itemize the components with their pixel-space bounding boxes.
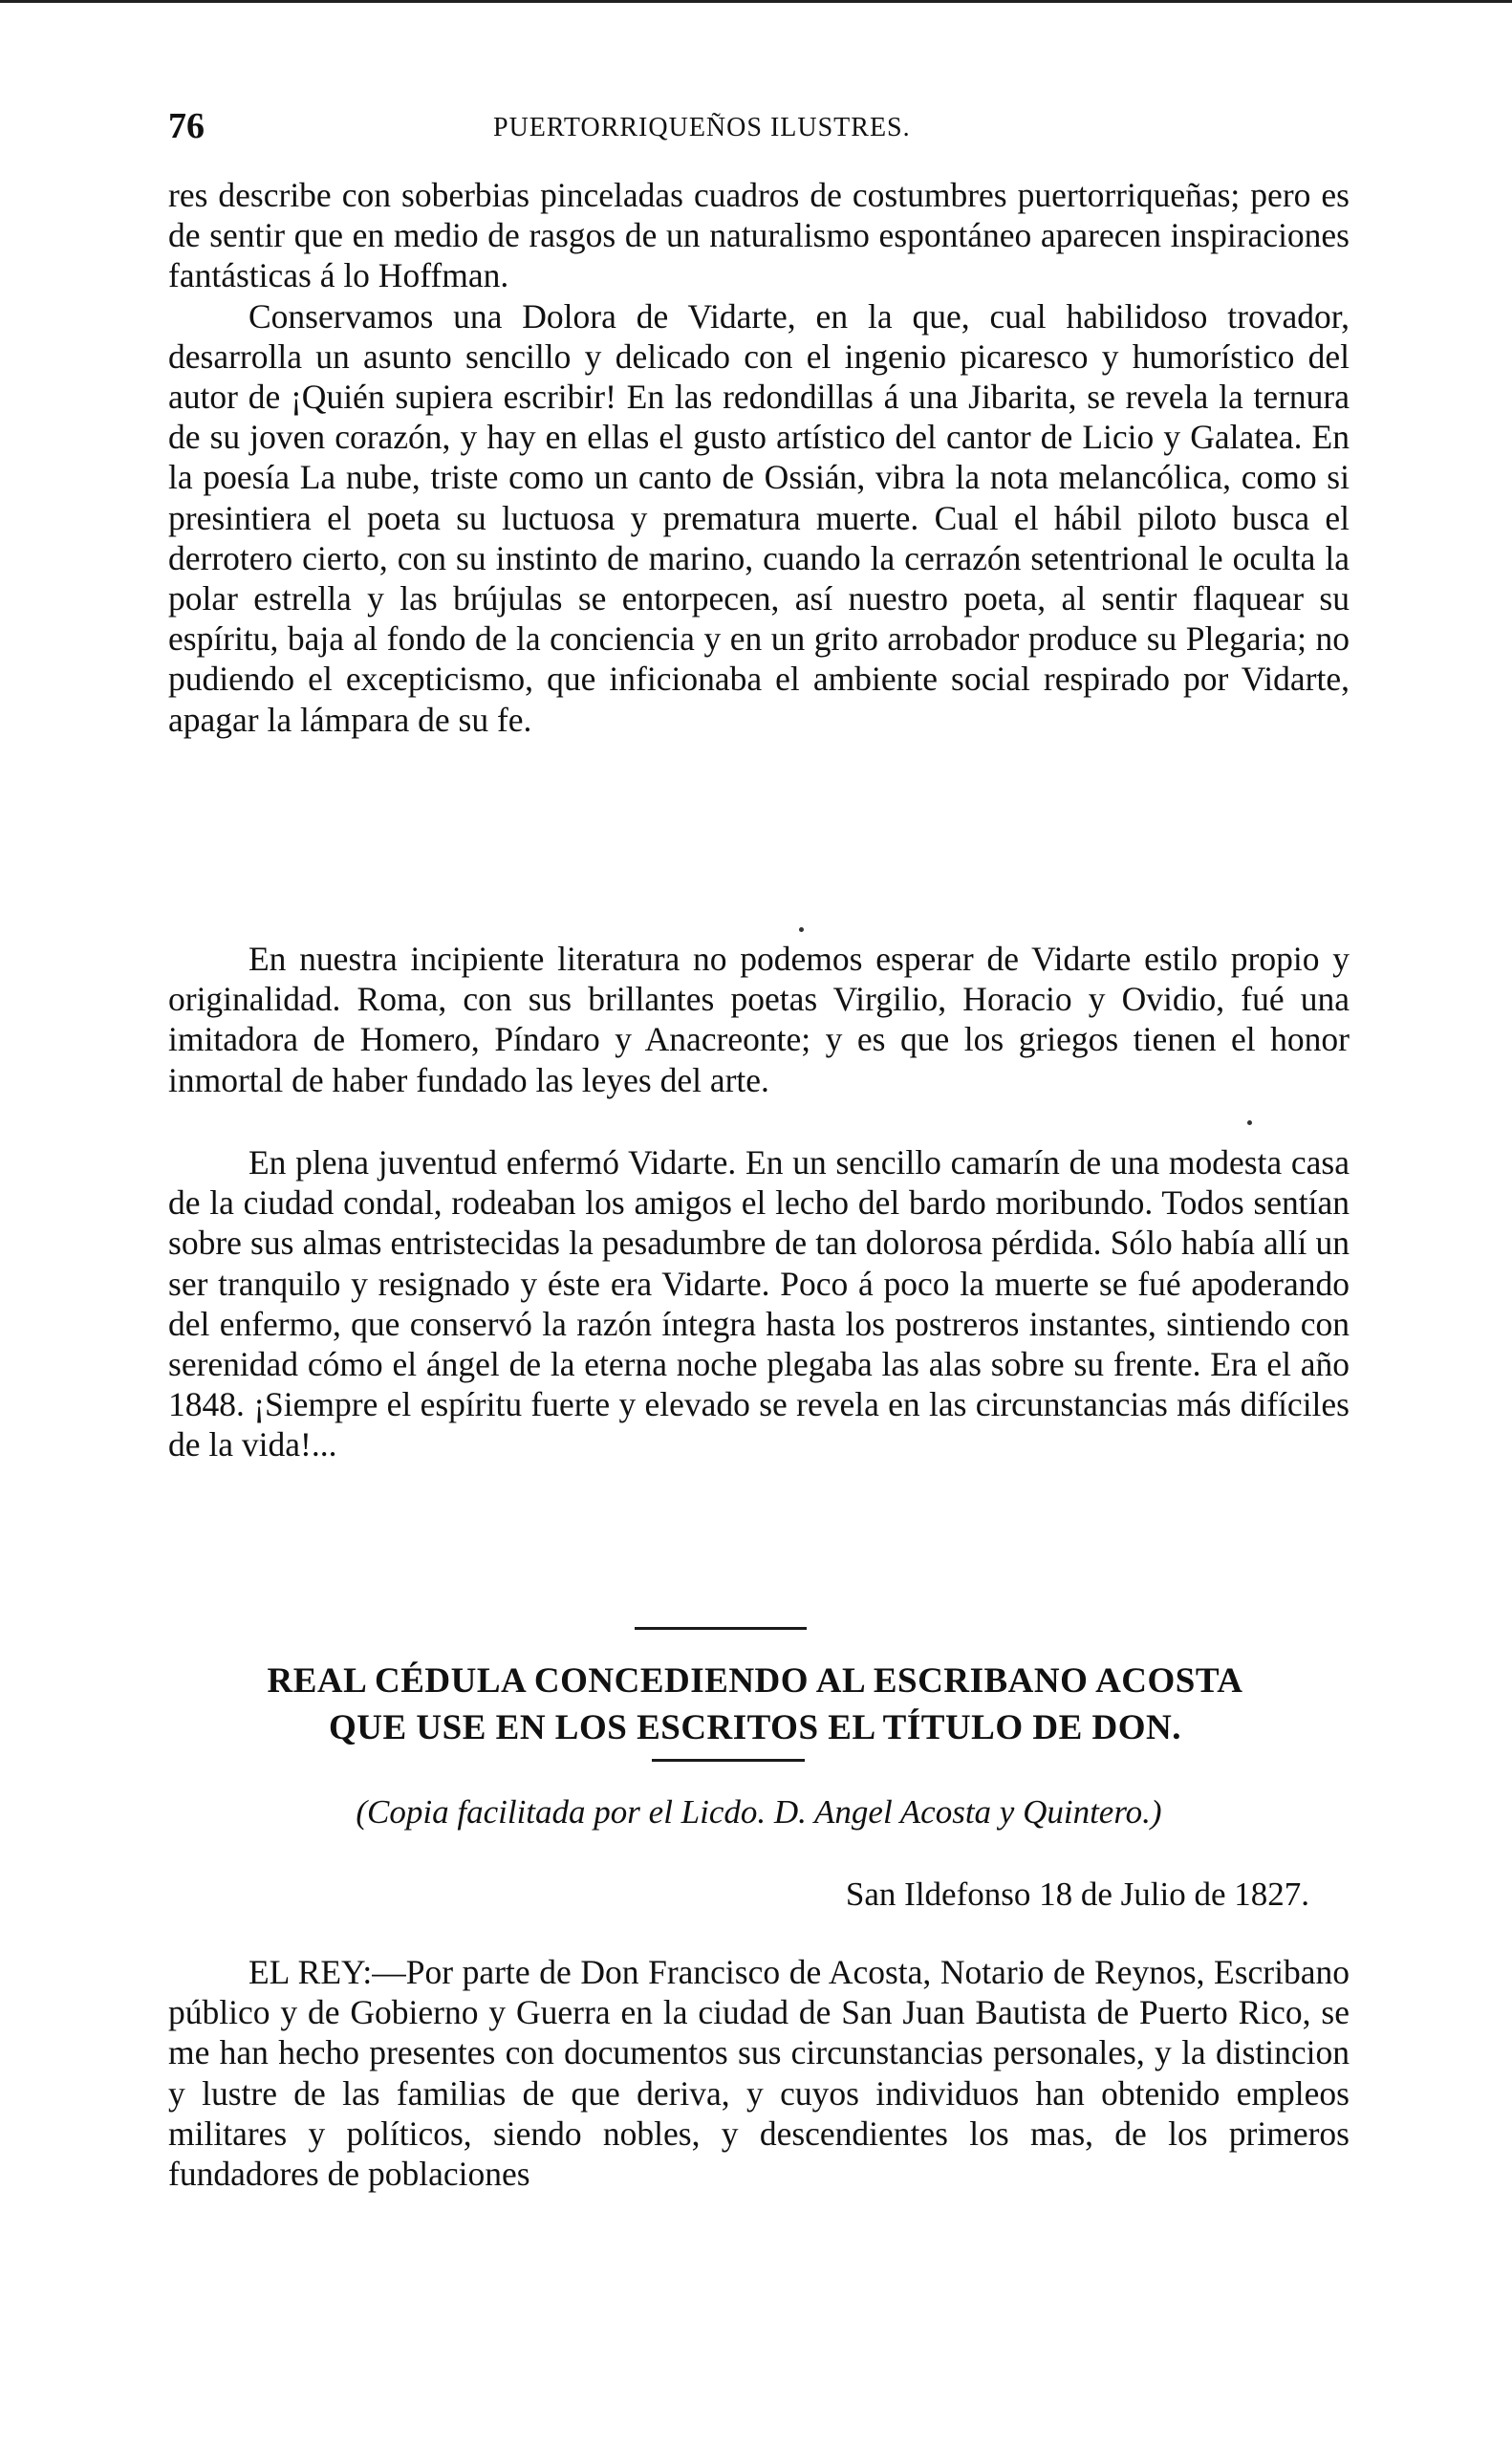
section-title-line-1: REAL CÉDULA CONCEDIENDO AL ESCRIBANO ACOSTA xyxy=(267,1661,1243,1701)
text-block-middle xyxy=(168,939,1350,1100)
section-title-line-2: QUE USE EN LOS ESCRITOS EL TÍTULO DE DON. xyxy=(328,1708,1181,1747)
section-divider xyxy=(635,1627,807,1630)
paragraph-continuation: res describe con soberbias pinceladas cuadros de costumbres puertorriqueñas; pero es de sentir que en medio de rasgos de un naturalismo espontáneo aparecen inspiraciones fantásticas á lo Hoffman. xyxy=(168,176,1350,295)
dateline: San Ildefonso 18 de Julio de 1827. xyxy=(845,1875,1309,1913)
royal-decree-text xyxy=(168,1952,1350,2194)
running-title: PUERTORRIQUEÑOS ILUSTRES. xyxy=(493,113,911,142)
paragraph-literature: En nuestra incipiente literatura no podemos esperar de Vidarte estilo propio y originalidad. Roma, con sus brillantes poetas Virgilio, Horacio y Ovidio, fué una imitadora de Homero, Píndaro y Anacreonte; y es que los griegos tienen el honor inmortal de haber fundado las leyes del arte. xyxy=(168,940,1350,1099)
title-underline xyxy=(652,1759,805,1762)
source-credit: (Copia facilitada por el Licdo. D. Angel Acosta y Quintero.) xyxy=(356,1793,1162,1831)
decree-paragraph: EL REY:—Por parte de Don Francisco de Acosta, Notario de Reynos, Escribano público y de Gobierno y Guerra en la ciudad de San Juan Bautista de Puerto Rico, se me han hecho presentes con documentos sus circunstancias personales, y la distincion y lustre de las familias de que deriva, y cuyos individuos han obtenido empleos militares y políticos, siendo nobles, y descendientes los mas, de los primeros fundadores de poblaciones xyxy=(168,1953,1350,2194)
text-block-lower xyxy=(168,1142,1350,1465)
running-head xyxy=(168,105,1350,153)
print-speck xyxy=(1247,1120,1252,1125)
paragraph-dolora: Conservamos una Dolora de Vidarte, en la que, cual habilidoso trovador, desarrolla un asunto sencillo y delicado con el ingenio picaresco y humorístico del autor de ¡Quién supiera escribir! En las redondillas á una Jibarita, se revela la ternura de su joven corazón, y hay en ellas el gusto artístico del cantor de Licio y Galatea. En la poesía La nube, triste como un canto de Ossián, vibra la nota melancólica, como si presintiera el poeta su luctuosa y prematura muerte. Cual el hábil piloto busca el derrotero cierto, con su instinto de marino, cuando la cerrazón setentrional le oculta la polar estrella y las brújulas se entorpecen, así nuestro poeta, al sentir flaquear su espíritu, baja al fondo de la conciencia y en un grito arrobador produce su Plegaria; no pudiendo el excepticismo, que inficionaba el ambiente social respirado por Vidarte, apagar la lámpara de su fe. xyxy=(168,296,1350,739)
page-number: 76 xyxy=(168,106,205,146)
text-block-upper xyxy=(168,175,1350,740)
paragraph-death: En plena juventud enfermó Vidarte. En un sencillo camarín de una modesta casa de la ciudad condal, rodeaban los amigos el lecho del bardo moribundo. Todos sentían sobre sus almas entristecidas la pesadumbre de tan dolorosa pérdida. Sólo había allí un ser tranquilo y resignado y éste era Vidarte. Poco á poco la muerte se fué apoderando del enfermo, que conservó la razón íntegra hasta los postreros instantes, sintiendo con serenidad cómo el ángel de la eterna noche plegaba las alas sobre su frente. Era el año 1848. ¡Siempre el espíritu fuerte y elevado se revela en las circunstancias más difíciles de la vida!... xyxy=(168,1143,1350,1464)
scan-top-edge xyxy=(0,0,1512,3)
print-speck xyxy=(799,927,804,932)
